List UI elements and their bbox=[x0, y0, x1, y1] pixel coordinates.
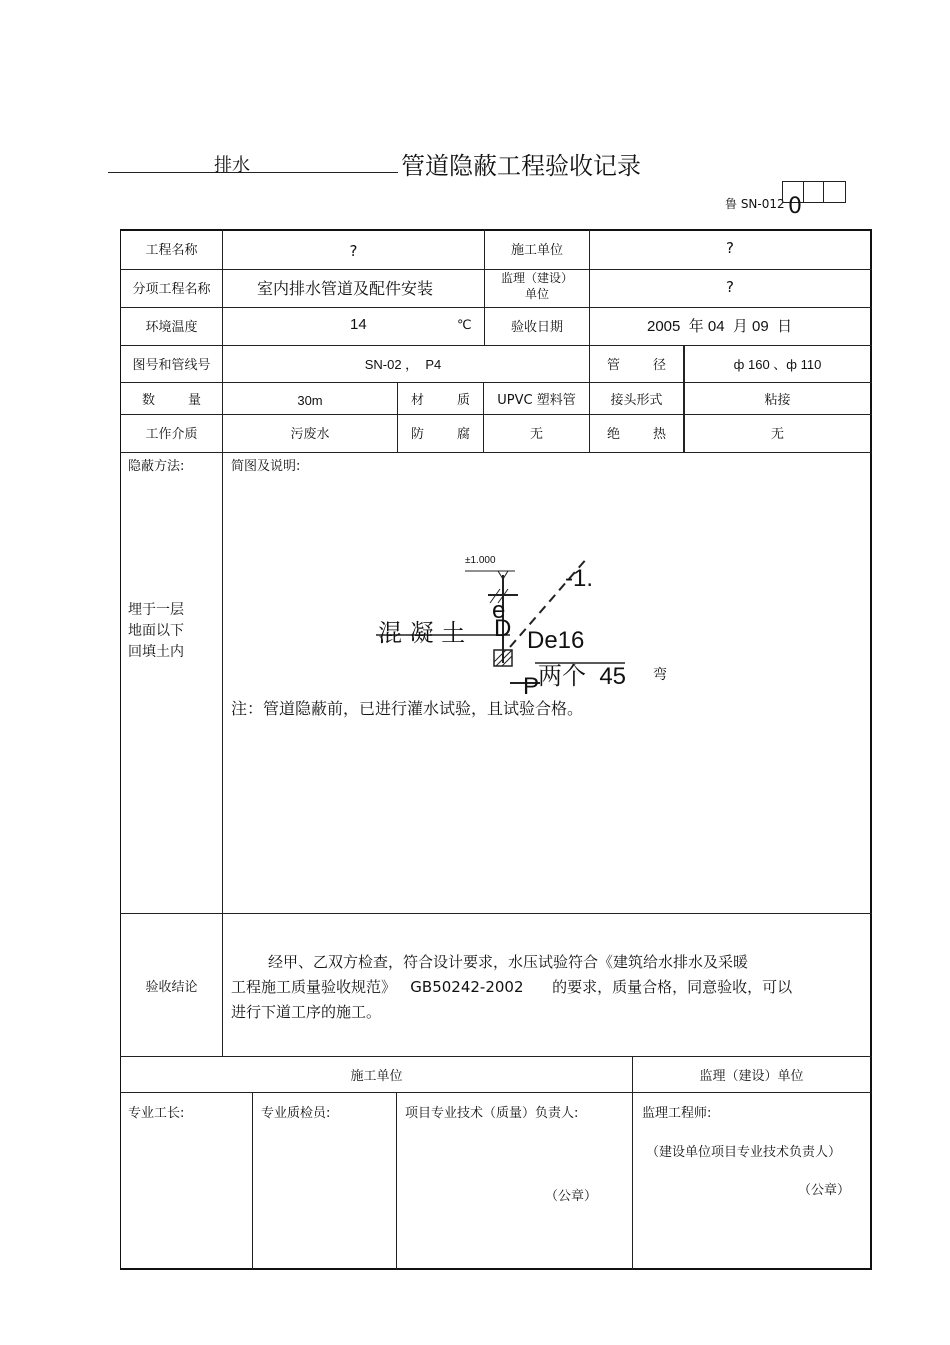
method-value-line2: 地面以下 bbox=[128, 623, 184, 639]
medium-value: 污废水 bbox=[290, 427, 330, 442]
env-temp-unit: ℃ bbox=[457, 318, 472, 333]
sketch-elevation: ±1.000 bbox=[465, 555, 496, 566]
insulation-label: 绝 热 bbox=[606, 427, 667, 442]
sketch-text-bend: 弯 bbox=[653, 667, 667, 683]
drawing-value: SN-02 ， P4 bbox=[364, 356, 442, 372]
pipe-sketch bbox=[370, 545, 700, 705]
anticorrosion-label: 防 腐 bbox=[410, 427, 471, 442]
sig-seal-left: （公章） bbox=[545, 1189, 598, 1204]
sig-tech-lead: 项目专业技术（质量）负责人: bbox=[405, 1106, 579, 1121]
insulation-value: 无 bbox=[770, 427, 784, 442]
title-prefix: 排水 bbox=[214, 155, 250, 176]
project-name-value: ? bbox=[349, 241, 358, 260]
supervision-unit-label-line2: 单位 bbox=[524, 287, 549, 301]
sig-quality-inspector: 专业质检员: bbox=[261, 1106, 331, 1121]
quantity-label: 数 量 bbox=[141, 392, 202, 408]
conclusion-line3: 进行下道工序的施工。 bbox=[231, 1003, 382, 1021]
sketch-text-de: De16 bbox=[527, 627, 585, 654]
sketch-label: 简图及说明: bbox=[231, 459, 301, 474]
supervision-unit-label bbox=[485, 270, 589, 307]
form-code-suffix: 0 bbox=[788, 194, 802, 219]
method-value bbox=[128, 600, 184, 663]
method-value-line1: 埋于一层 bbox=[128, 602, 184, 618]
supervision-unit-label-line1: 监理（建设） bbox=[500, 271, 573, 285]
acceptance-date-label: 验收日期 bbox=[510, 319, 563, 335]
title-underline bbox=[108, 172, 398, 173]
sig-supervision-engineer: 监理工程师: bbox=[642, 1106, 712, 1121]
sketch-text-d: D bbox=[494, 615, 512, 642]
method-value-line3: 回填土内 bbox=[128, 644, 184, 660]
diameter-value: ф 160 、ф 110 bbox=[733, 356, 822, 372]
sub-project-label: 分项工程名称 bbox=[132, 281, 211, 297]
anticorrosion-value: 无 bbox=[529, 427, 543, 442]
conclusion-text bbox=[231, 950, 792, 1025]
method-label: 隐蔽方法: bbox=[128, 459, 185, 474]
sketch-text-concrete: 混 凝 土 bbox=[378, 619, 466, 647]
material-label: 材 质 bbox=[410, 392, 471, 408]
medium-label: 工作介质 bbox=[145, 427, 198, 442]
sketch-text-p: P bbox=[523, 673, 540, 700]
sig-seal-right: （公章） bbox=[798, 1183, 851, 1198]
sub-project-value: 室内排水管道及配件安装 bbox=[256, 278, 433, 298]
conclusion-line2: 工程施工质量验收规范》 GB50242-2002 的要求，质量合格，同意验收，可以 bbox=[231, 978, 793, 996]
sig-owner-tech-lead: （建设单位项目专业技术负责人） bbox=[646, 1145, 842, 1160]
construction-unit-label: 施工单位 bbox=[510, 242, 563, 258]
conclusion-line1: 经甲、乙双方检查，符合设计要求，水压试验符合《建筑给水排水及采暖 bbox=[268, 953, 749, 971]
env-temp-value: 14 bbox=[350, 316, 367, 333]
form-code: 鲁 SN-012 bbox=[725, 197, 785, 211]
page-title: 管道隐蔽工程验收记录 bbox=[401, 152, 641, 180]
sig-construction-unit: 施工单位 bbox=[350, 1069, 403, 1084]
joint-value: 粘接 bbox=[764, 392, 791, 408]
concealment-note: 注：管道隐蔽前，已进行灌水试验，且试验合格。 bbox=[231, 699, 584, 718]
sketch-text-e: e bbox=[492, 597, 506, 624]
sketch-text-two: 两个 45 bbox=[538, 663, 627, 690]
construction-unit-value: ? bbox=[726, 239, 734, 257]
joint-label: 接头形式 bbox=[610, 392, 663, 408]
diameter-label: 管 径 bbox=[606, 357, 667, 373]
material-value: UPVC 塑料管 bbox=[497, 392, 576, 408]
supervision-unit-value: ? bbox=[726, 278, 734, 296]
sketch-text-minus: -1. bbox=[565, 565, 594, 592]
quantity-value: 30m bbox=[297, 392, 323, 408]
drawing-label: 图号和管线号 bbox=[132, 357, 211, 373]
sig-supervision-unit: 监理（建设）单位 bbox=[699, 1069, 804, 1084]
project-name-label: 工程名称 bbox=[145, 242, 198, 258]
sig-foreman: 专业工长: bbox=[128, 1106, 185, 1121]
acceptance-date-value: 2005 年 04 月 09 日 bbox=[647, 318, 793, 335]
env-temp-label: 环境温度 bbox=[145, 319, 198, 335]
conclusion-label: 验收结论 bbox=[145, 979, 198, 995]
